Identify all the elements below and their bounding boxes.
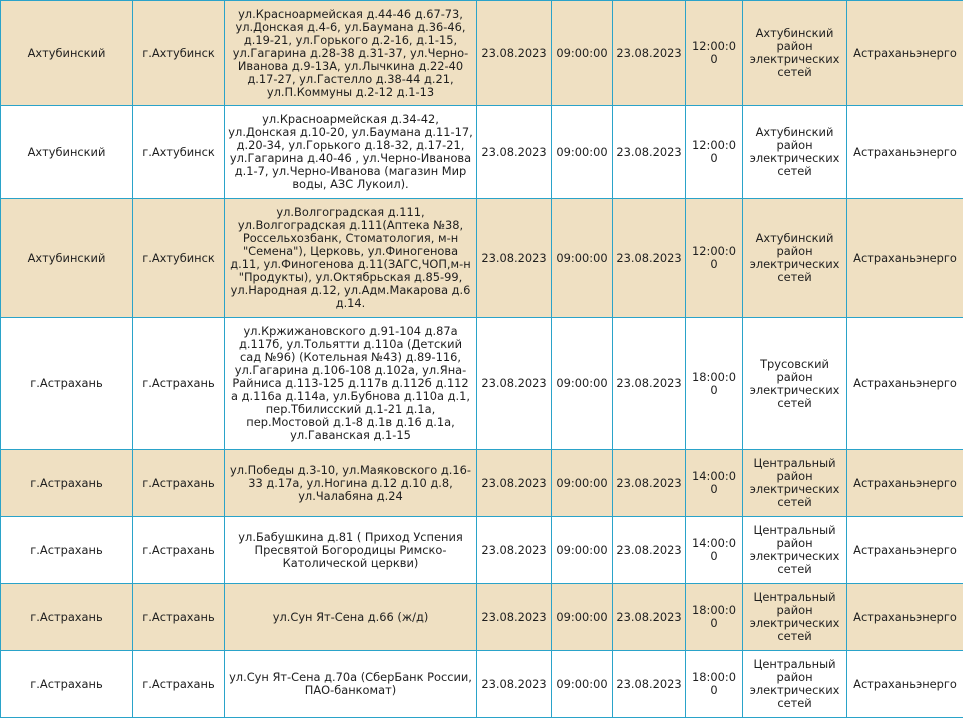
end-date-cell: 23.08.2023 [613,651,686,718]
district-cell: Ахтубинский [1,106,133,199]
district-cell: г.Астрахань [1,318,133,450]
start-date-cell: 23.08.2023 [477,1,552,106]
start-date-cell: 23.08.2023 [477,450,552,517]
table-row [1,450,963,517]
start-date-cell: 23.08.2023 [477,199,552,318]
settlement-cell: г.Ахтубинск [133,1,225,106]
start-date-cell: 23.08.2023 [477,517,552,584]
district-cell: Ахтубинский [1,199,133,318]
res-cell: Центральный район электрических сетей [743,450,847,517]
start-date-cell: 23.08.2023 [477,106,552,199]
end-date-cell: 23.08.2023 [613,199,686,318]
address-cell: ул.Победы д.3-10, ул.Маяковского д.16-33 д.17а, ул.Ногина д.12 д.10 д.8, ул.Чалабяна д.24 [225,450,477,517]
end-date-cell: 23.08.2023 [613,1,686,106]
company-cell: Астраханьэнерго [847,106,963,199]
table-row [1,199,963,318]
start-time-cell: 09:00:00 [552,1,613,106]
district-cell: г.Астрахань [1,517,133,584]
start-time-cell: 09:00:00 [552,106,613,199]
res-cell: Центральный район электрических сетей [743,584,847,651]
end-date-cell: 23.08.2023 [613,318,686,450]
table-row [1,106,963,199]
res-cell: Центральный район электрических сетей [743,651,847,718]
end-time-cell: 12:00:00 [686,199,743,318]
table-row [1,517,963,584]
res-cell: Трусовский район электрических сетей [743,318,847,450]
address-cell: ул.Кржижановского д.91-104 д.87а д.117б, ул.Тольятти д.110а (Детский сад №96) (Котельная №43) д.89-116, ул.Гагарина д.106-108 д.102а, ул.Яна-Райниса д.113-125 д.117в д.112б д.112 а д.116а д.114а, ул.Бубнова д.110а д.1, пер.Тбилисский д.1-21 д.1а, пер.Мостовой д.1-8 д.1в д.16 д.1а, ул.Гаванская д.1-15 [225,318,477,450]
company-cell: Астраханьэнерго [847,651,963,718]
res-cell: Центральный район электрических сетей [743,517,847,584]
table-row [1,584,963,651]
start-date-cell: 23.08.2023 [477,584,552,651]
table-row [1,318,963,450]
address-cell: ул.Красноармейская д.34-42, ул.Донская д.10-20, ул.Баумана д.11-17, д.20-34, ул.Горького д.18-32, д.17-21, ул.Гагарина д.40-46 , ул.Черно-Иванова д.1-7, ул.Черно-Иванова (магазин Мир воды, АЗС Лукоил). [225,106,477,199]
settlement-cell: г.Астрахань [133,450,225,517]
start-time-cell: 09:00:00 [552,199,613,318]
district-cell: г.Астрахань [1,450,133,517]
company-cell: Астраханьэнерго [847,584,963,651]
table-row [1,1,963,106]
start-time-cell: 09:00:00 [552,651,613,718]
res-cell: Ахтубинский район электрических сетей [743,106,847,199]
settlement-cell: г.Астрахань [133,517,225,584]
start-time-cell: 09:00:00 [552,584,613,651]
company-cell: Астраханьэнерго [847,318,963,450]
address-cell: ул.Сун Ят-Сена д.70а (СберБанк России, ПАО-банкомат) [225,651,477,718]
address-cell: ул.Бабушкина д.81 ( Приход Успения Пресвятой Богородицы Римско-Католической церкви) [225,517,477,584]
company-cell: Астраханьэнерго [847,450,963,517]
end-time-cell: 14:00:00 [686,450,743,517]
end-time-cell: 18:00:00 [686,318,743,450]
settlement-cell: г.Астрахань [133,318,225,450]
end-time-cell: 14:00:00 [686,517,743,584]
end-time-cell: 18:00:00 [686,584,743,651]
start-time-cell: 09:00:00 [552,450,613,517]
end-time-cell: 12:00:00 [686,106,743,199]
end-time-cell: 12:00:00 [686,1,743,106]
settlement-cell: г.Астрахань [133,584,225,651]
start-date-cell: 23.08.2023 [477,318,552,450]
address-cell: ул.Волгоградская д.111, ул.Волгоградская д.111(Аптека №38, Россельхозбанк, Стоматология, м-н "Семена"), Церковь, ул.Финогенова д.11, ул.Финогенова д.11(ЗАГС,ЧОП,м-н "Продукты), ул.Октябрьская д.85-99, ул.Народная д.12, ул.Адм.Макарова д.6 д.14. [225,199,477,318]
start-time-cell: 09:00:00 [552,318,613,450]
settlement-cell: г.Астрахань [133,651,225,718]
settlement-cell: г.Ахтубинск [133,106,225,199]
address-cell: ул.Красноармейская д.44-46 д.67-73, ул.Донская д.4-6, ул.Баумана д.36-46, д.19-21, ул.Горького д.2-16, д.1-15, ул.Гагарина д.28-38 д.31-37, ул.Черно-Иванова д.9-13А, ул.Лычкина д.22-40 д.17-27, ул.Гастелло д.38-44 д.21, ул.П.Коммуны д.2-12 д.1-13 [225,1,477,106]
end-date-cell: 23.08.2023 [613,584,686,651]
end-date-cell: 23.08.2023 [613,450,686,517]
table-row [1,651,963,718]
company-cell: Астраханьэнерго [847,517,963,584]
start-date-cell: 23.08.2023 [477,651,552,718]
res-cell: Ахтубинский район электрических сетей [743,199,847,318]
address-cell: ул.Сун Ят-Сена д.66 (ж/д) [225,584,477,651]
district-cell: г.Астрахань [1,651,133,718]
company-cell: Астраханьэнерго [847,1,963,106]
district-cell: г.Астрахань [1,584,133,651]
end-date-cell: 23.08.2023 [613,517,686,584]
end-time-cell: 18:00:00 [686,651,743,718]
end-date-cell: 23.08.2023 [613,106,686,199]
district-cell: Ахтубинский [1,1,133,106]
res-cell: Ахтубинский район электрических сетей [743,1,847,106]
start-time-cell: 09:00:00 [552,517,613,584]
company-cell: Астраханьэнерго [847,199,963,318]
settlement-cell: г.Ахтубинск [133,199,225,318]
